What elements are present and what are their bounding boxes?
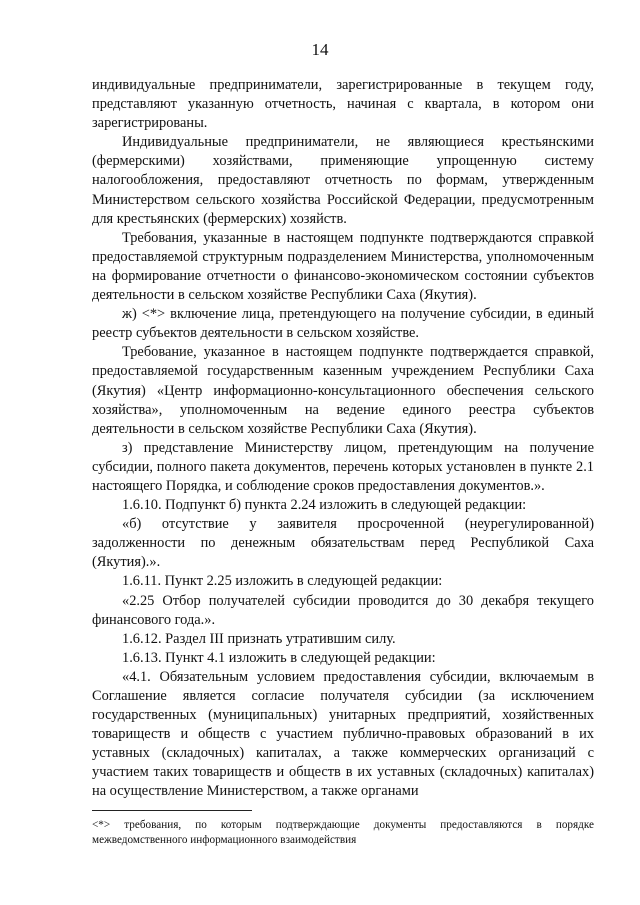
paragraph: ж) <*> включение лица, претендующего на получение субсидии, в единый реестр субъектов деятельности в сельском хозяйстве. xyxy=(92,306,594,342)
footnote: <*> требования, по которым подтверждающие документы предоставляются в порядке межведомственного информационного взаимодействия xyxy=(92,819,594,846)
paragraph: 1.6.10. Подпункт б) пункта 2.24 изложить в следующей редакции: xyxy=(122,497,527,514)
paragraph: 1.6.11. Пункт 2.25 изложить в следующей редакции: xyxy=(122,573,443,590)
paragraph: з) представление Министерству лицом, претендующим на получение субсидии, полного пакета документов, перечень которых установлен в пункте 2.1 настоящего Порядка, и соблюдение сроков предоставления документов.». xyxy=(92,439,594,494)
body-text xyxy=(92,76,594,802)
paragraph: «б) отсутствие у заявителя просроченной (неурегулированной) задолженности по денежным обязательствам перед Республикой Саха (Якутия).». xyxy=(92,516,594,571)
paragraph: «2.25 Отбор получателей субсидии проводится до 30 декабря текущего финансового года.». xyxy=(92,592,594,628)
paragraph: Требования, указанные в настоящем подпункте подтверждаются справкой предоставляемой структурным подразделением Министерства, уполномоченным на формирование отчетности о финансово-экономическом состоянии субъектов деятельности в сельском хозяйстве Республики Саха (Якутия). xyxy=(92,229,594,304)
paragraph: Требование, указанное в настоящем подпункте подтверждается справкой, предоставляемой государственным казенным учреждением Республики Саха (Якутия) «Центр информационно-консультационного обеспечения сельского хозяйства», уполномоченным на ведение единого реестра субъектов деятельности в сельском хозяйстве Республики Саха (Якутия). xyxy=(92,344,594,437)
paragraph: 1.6.12. Раздел III признать утратившим силу. xyxy=(122,630,396,647)
paragraph: Индивидуальные предприниматели, не являющиеся крестьянскими (фермерскими) хозяйствами, применяющие упрощенную систему налогообложения, предоставляют отчетность по формам, утвержденным Министерством сельского хозяйства Российской Федерации, предусмотренным для крестьянских (фермерских) хозяйств. xyxy=(92,134,594,227)
paragraph: 1.6.13. Пункт 4.1 изложить в следующей редакции: xyxy=(122,649,436,666)
paragraph: индивидуальные предприниматели, зарегистрированные в текущем году, представляют указанную отчетность, начиная с квартала, в котором они зарегистрированы. xyxy=(92,77,594,132)
paragraph: «4.1. Обязательным условием предоставления субсидии, включаемым в Соглашение является согласие получателя субсидии (за исключением государственных (муниципальных) унитарных предприятий, хозяйственных товариществ и обществ с участием публично-правовых образований в их уставных (складочных) капиталах, а также коммерческих организаций с участием таких товариществ и обществ в их уставных (складочных) капиталах) на осуществление Министерством, а также органами xyxy=(92,668,594,800)
page-number: 14 xyxy=(311,40,329,59)
footnote-separator xyxy=(92,810,252,811)
